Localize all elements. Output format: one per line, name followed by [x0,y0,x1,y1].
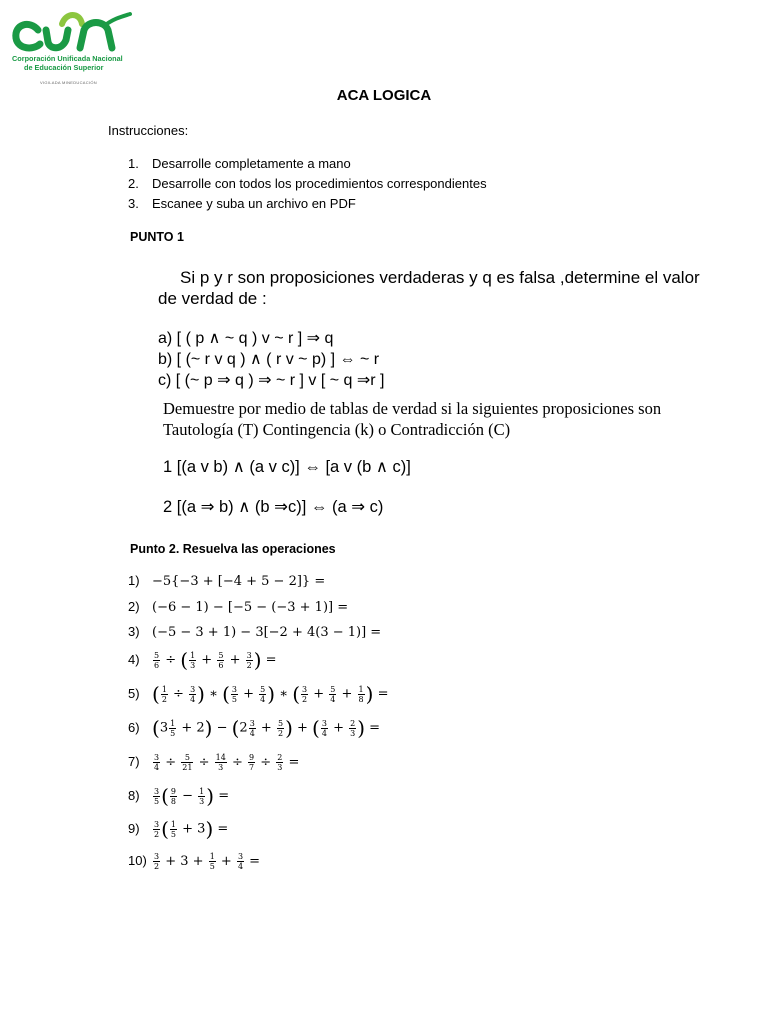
instructions-list [128,155,487,215]
tautology-1: 1 [(a v b) ∧ (a v c)] ⇔ [a v (b ∧ c)] [163,458,411,476]
logo-name [12,55,123,72]
punto2-heading: Punto 2. Resuelva las operaciones [130,542,336,556]
instructions-label: Instrucciones: [108,123,189,138]
operation-4: 4) $\frac{5}{6}$ ÷ ( $\frac{1}{3}$ + $\frac{5}{6}$ + $\frac{3}{2}$ ) = [128,648,277,672]
proposition-c: c) [ (~ p ⇒ q ) ⇒ ~ r ] v [ ~ q ⇒r ] [158,372,385,389]
operation-2: 2) (−6 − 1) − [−5 − (−3 + 1)] = [128,599,349,615]
cun-logo [8,8,132,88]
punto1-intro-line1: Si p y r son proposiciones verdaderas y q es falsa ,determine el valor [180,268,700,287]
operation-10: 10) $\frac{3}{2}$ + 3 + $\frac{1}{5}$ + $\frac{3}{4}$ = [128,852,261,871]
logo-name-line1: Corporación Unificada Nacional [12,54,123,63]
operation-8: 8) $\frac{3}{5}$ ( $\frac{9}{8}$ − $\frac{1}{3}$ ) = [128,784,230,808]
instruction-item: 3. Escanee y suba un archivo en PDF [128,196,356,211]
punto1-intro-line2: de verdad de : [158,289,267,308]
operation-6: 6) (3 $\frac{1}{5}$ + 2) − (2 $\frac{3}{4}$ + $\frac{5}{2}$ ) + ( $\frac{3}{4}$ + $\frac{2}{3}$ ) = [128,716,381,740]
document-title: ACA LOGICA [336,87,432,104]
operation-9: 9) $\frac{3}{2}$ ( $\frac{1}{5}$ + 3) = [128,817,229,841]
instruction-item: 1. Desarrolle completamente a mano [128,156,351,171]
punto1-intro [158,267,718,309]
operation-7: 7) $\frac{3}{4}$ ÷ $\frac{5}{21}$ ÷ $\frac{14}{3}$ ÷ $\frac{9}{7}$ ÷ $\frac{2}{3}$ = [128,753,300,772]
vigilada-label: VIGILADA MINEDUCACIÓN [40,80,97,85]
operation-1: 1) −5{−3 + [−4 + 5 − 2]} = [128,573,326,589]
tautology-2: 2 [(a ⇒ b) ∧ (b ⇒c)] ⇔ (a ⇒ c) [163,498,384,516]
operation-5: 5) ( $\frac{1}{2}$ ÷ $\frac{3}{4}$ ) ∗ ( $\frac{3}{5}$ + $\frac{5}{4}$ ) ∗ ( $\frac{3}{2}$ + $\frac{5}{4}$ + $\frac{1}{8}$ ) = [128,682,389,706]
logo-name-line2: de Educación Superior [24,62,104,72]
proposition-a: a) [ ( p ∧ ~ q ) v ~ r ] ⇒ q [158,330,334,347]
instruction-item: 2. Desarrolle con todos los procedimientos correspondientes [128,176,487,191]
proposition-b: b) [ (~ r v q ) ∧ ( r v ~ p) ] ⇔ ~ r [158,351,380,368]
operation-3: 3) (−5 − 3 + 1) − 3[−2 + 4(3 − 1)] = [128,624,382,640]
punto1-heading: PUNTO 1 [130,230,184,244]
truth-table-instruction: Demuestre por medio de tablas de verdad si la siguientes proposiciones son Tautología (T) Contingencia (k) o Contradicción (C) [163,399,662,439]
propositions-list [158,328,385,391]
